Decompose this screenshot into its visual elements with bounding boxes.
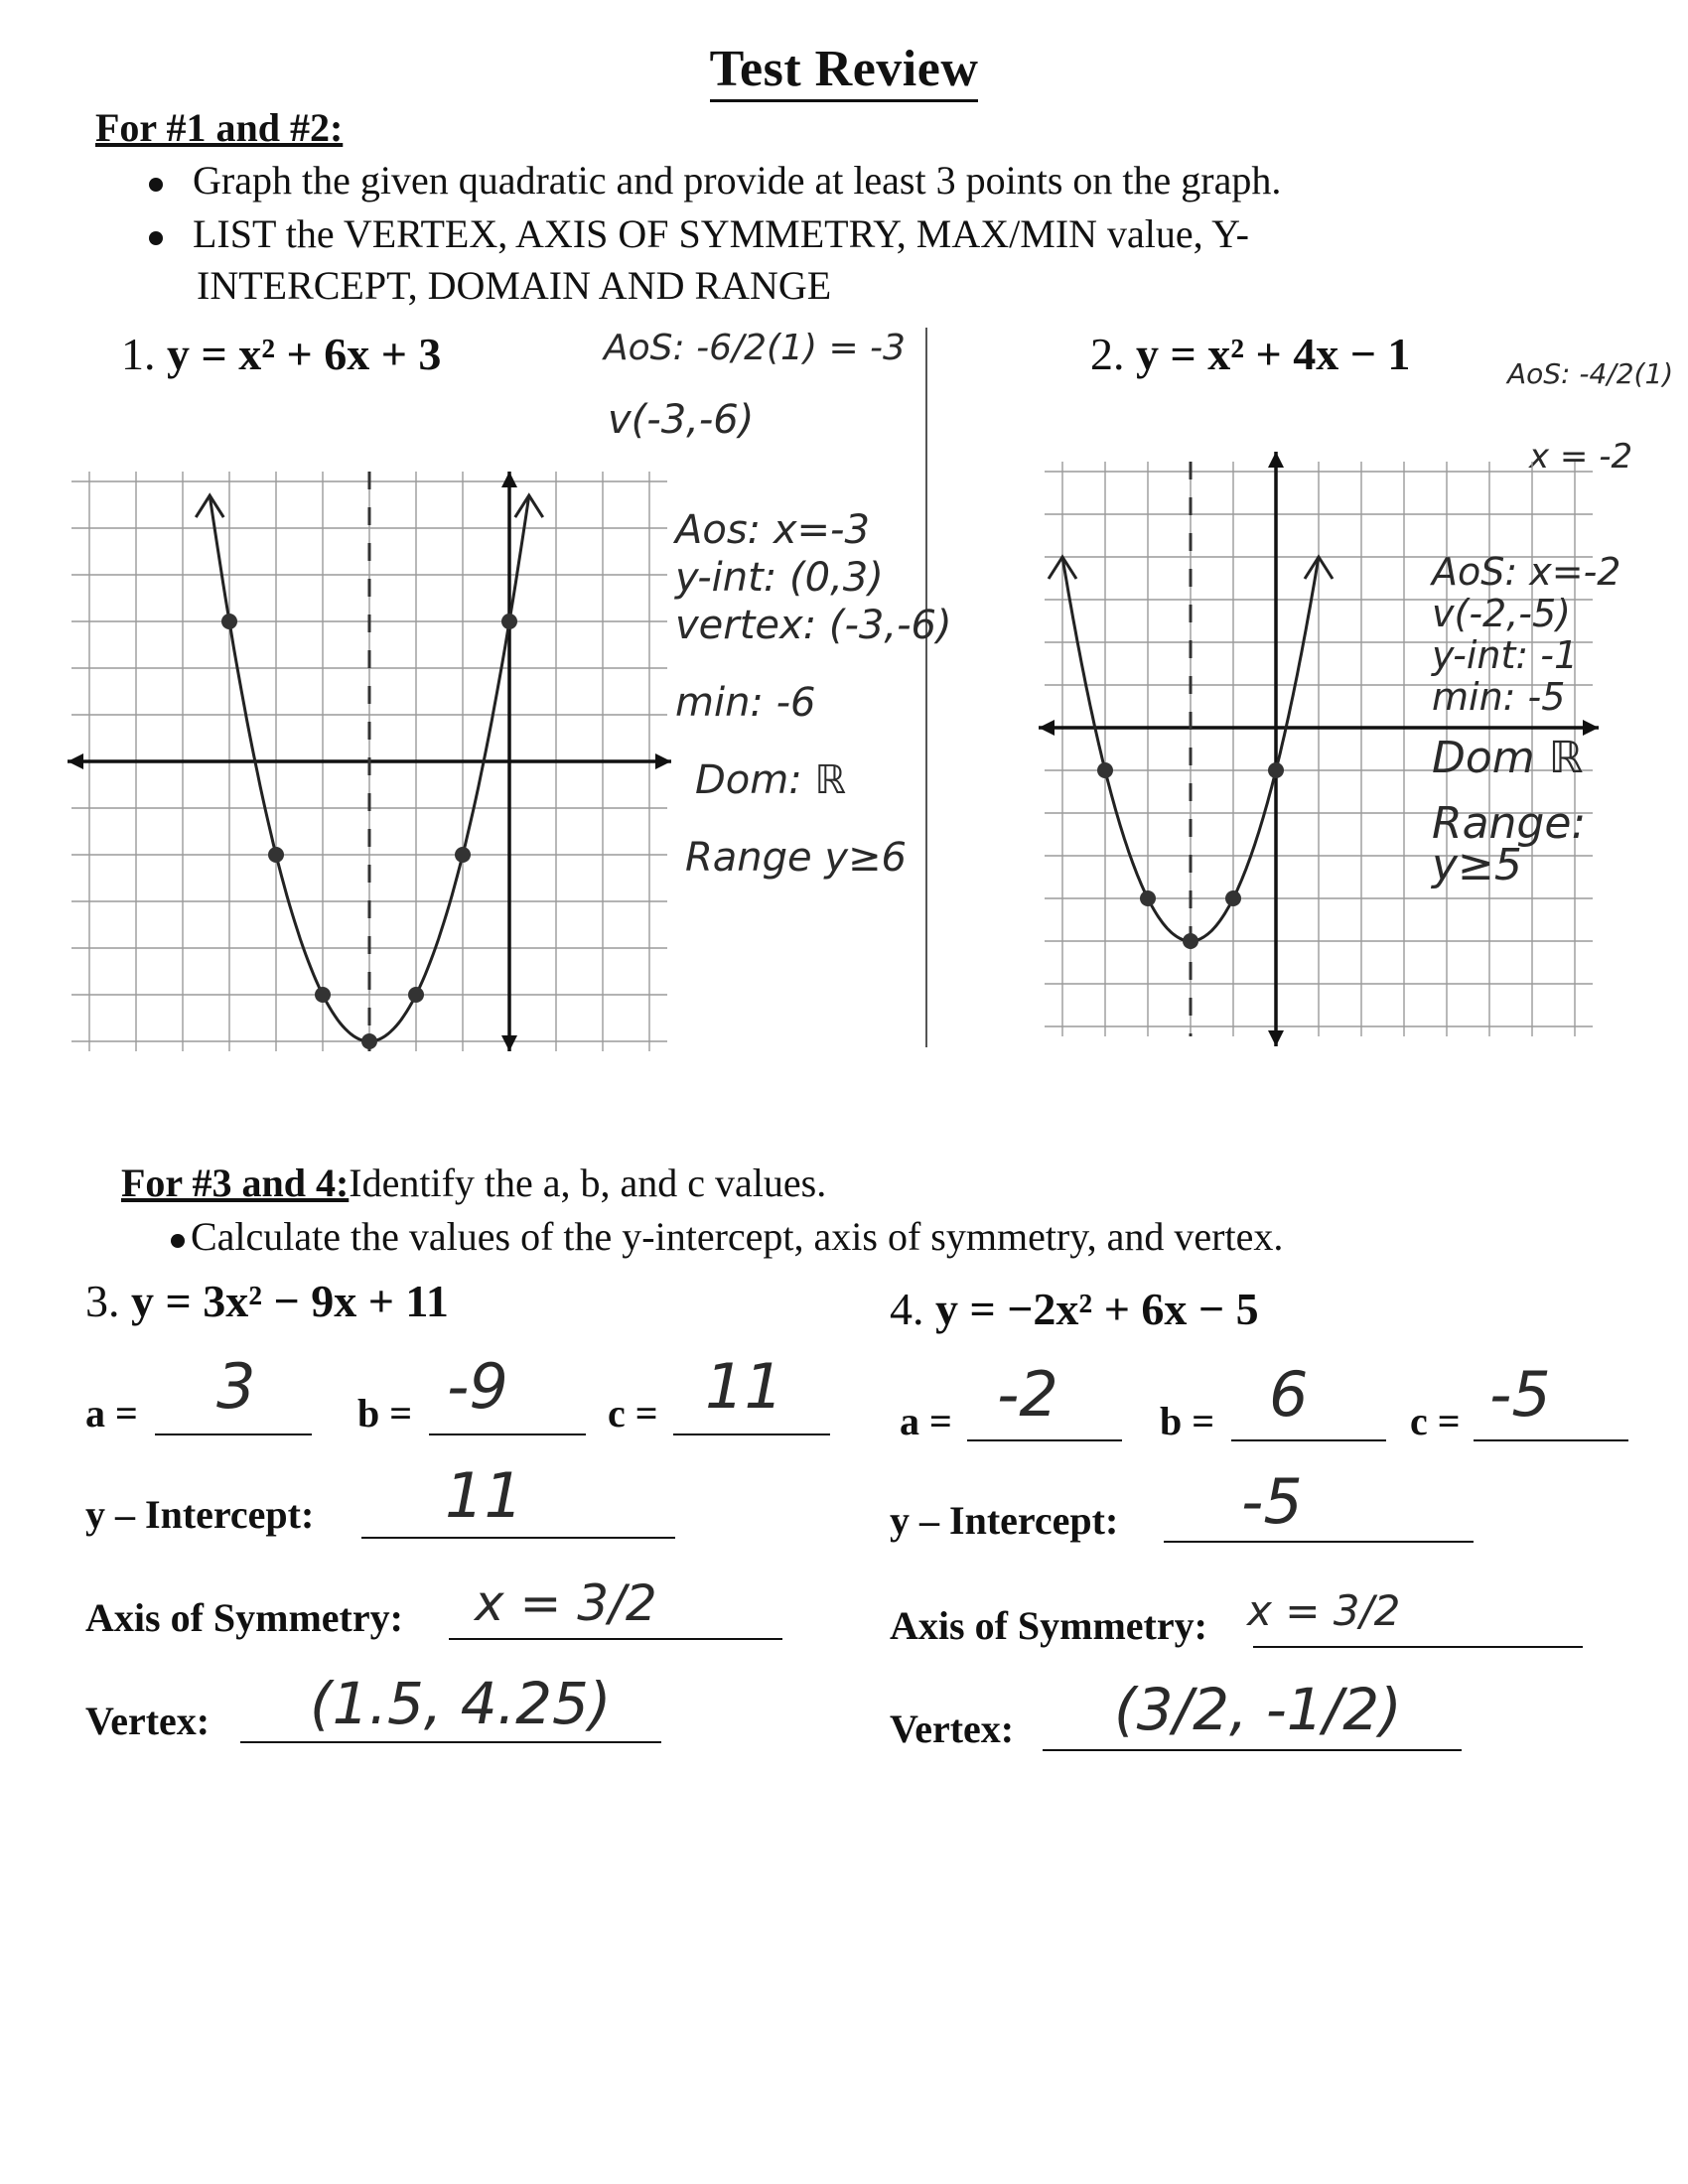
problem3-aos-blank: [449, 1638, 782, 1640]
problem3-aos-label: Axis of Symmetry:: [85, 1595, 403, 1640]
section2-heading-line: [121, 1160, 826, 1206]
plotted-point: [1140, 890, 1156, 906]
problem1-top-note-2: v(-3,-6): [608, 397, 755, 443]
problem1-notes: [675, 506, 952, 882]
problem3-vertex-label: Vertex:: [85, 1699, 211, 1743]
problem2-note-min: min: -5: [1432, 675, 1566, 719]
problem4-c-label: c =: [1410, 1399, 1461, 1443]
plotted-point: [1183, 933, 1198, 949]
problem3-b-label: b =: [357, 1391, 413, 1435]
problem4-aos-value: x = 3/2: [1247, 1586, 1401, 1635]
problem4-c-blank: [1474, 1439, 1628, 1441]
section1-bullet-2: LIST the VERTEX, AXIS OF SYMMETRY, MAX/MIN value, Y-: [149, 210, 1249, 257]
problem4-b-value: 6: [1269, 1358, 1309, 1431]
problem3-vertex-value: (1.5, 4.25): [310, 1670, 612, 1737]
problem3-yint-label: y – Intercept:: [85, 1492, 315, 1537]
bullet-icon: [149, 231, 163, 245]
problem2-note-yint: y-int: -1: [1432, 633, 1579, 677]
problem4-c-value: -5: [1489, 1358, 1551, 1431]
problem4-a-blank: [967, 1439, 1122, 1441]
y-axis-arrow-bottom: [501, 1035, 517, 1051]
y-axis-arrow-top: [1268, 452, 1284, 468]
problem4-vertex-value: (3/2, -1/2): [1114, 1676, 1402, 1743]
problem3-a-value: 3: [216, 1350, 256, 1423]
bullet-icon: [171, 1234, 185, 1248]
problem3-yint-value: 11: [445, 1459, 523, 1532]
problem4-yint-blank: [1164, 1541, 1474, 1543]
problem2-top-note-2: x = -2: [1529, 437, 1633, 477]
x-axis-arrow-right: [655, 753, 671, 769]
problem3-c-value: 11: [705, 1350, 783, 1423]
problem4-vertex-blank: [1043, 1749, 1462, 1751]
plotted-point: [361, 1033, 377, 1049]
problem4-b-blank: [1231, 1439, 1386, 1441]
problem2-note-aos: AoS: x=-2: [1432, 550, 1621, 594]
problem4-a-value: -2: [997, 1358, 1058, 1431]
plotted-point: [315, 987, 331, 1003]
problem1-top-note-1: AoS: -6/2(1) = -3: [604, 328, 906, 368]
problem1-note-range: Range y≥6: [685, 835, 908, 881]
plotted-point: [501, 614, 517, 629]
y-axis-arrow-bottom: [1268, 1030, 1284, 1046]
problem3-yint-blank: [361, 1537, 675, 1539]
problem3-b-value: -9: [447, 1350, 508, 1423]
problem4-aos-label: Axis of Symmetry:: [890, 1603, 1207, 1648]
problem1-equation: 1. y = x² + 6x + 3: [121, 329, 442, 379]
plotted-point: [268, 847, 284, 863]
problem2-note-range: Range: y≥5: [1432, 798, 1587, 890]
section1-bullet-1: Graph the given quadratic and provide at least 3 points on the graph.: [149, 157, 1281, 204]
problem1-note-domain: Dom: ℝ: [695, 757, 847, 803]
problem3-aos-value: x = 3/2: [475, 1574, 657, 1632]
problem2-note-vertex: v(-2,-5): [1432, 592, 1571, 635]
section2-bullet: Calculate the values of the y-intercept, axis of symmetry, and vertex.: [171, 1213, 1283, 1260]
problem2-top-note-1: AoS: -4/2(1): [1507, 357, 1674, 390]
problem4-yint-label: y – Intercept:: [890, 1498, 1119, 1543]
y-axis-arrow-top: [501, 472, 517, 487]
x-axis-arrow-left: [1039, 720, 1055, 736]
plotted-point: [1225, 890, 1241, 906]
plotted-point: [1268, 762, 1284, 778]
section1-heading: For #1 and #2:: [95, 105, 344, 150]
problem4-yint-value: -5: [1241, 1465, 1303, 1538]
problem4-equation: 4. y = −2x² + 6x − 5: [890, 1284, 1259, 1334]
problem1-note-vertex: vertex: (-3,-6): [675, 603, 952, 648]
problem3-b-blank: [429, 1433, 586, 1435]
problem2-equation: 2. y = x² + 4x − 1: [1090, 329, 1411, 379]
problem4-aos-blank: [1253, 1646, 1583, 1648]
section2-heading: For #3 and 4:: [121, 1160, 350, 1205]
plotted-point: [408, 987, 424, 1003]
x-axis-arrow-left: [68, 753, 83, 769]
problem3-c-label: c =: [608, 1391, 658, 1435]
problem2-note-domain: Dom ℝ: [1432, 733, 1584, 783]
plotted-point: [455, 847, 471, 863]
problem4-a-label: a =: [900, 1399, 952, 1443]
plotted-point: [221, 614, 237, 629]
graph-1: [60, 452, 675, 1077]
problem1-note-min: min: -6: [675, 680, 816, 726]
section2-heading-rest: Identify the a, b, and c values.: [349, 1160, 827, 1205]
problem4-vertex-label: Vertex:: [890, 1706, 1015, 1751]
problem3-vertex-blank: [240, 1741, 661, 1743]
problem2-notes: [1432, 550, 1688, 890]
bullet-icon: [149, 178, 163, 192]
problem3-a-label: a =: [85, 1391, 138, 1435]
problem3-a-blank: [155, 1433, 312, 1435]
section1-bullet-2-cont: INTERCEPT, DOMAIN AND RANGE: [197, 263, 832, 308]
problem1-note-yint: y-int: (0,3): [675, 555, 884, 601]
plotted-point: [1097, 762, 1113, 778]
page-title: Test Review: [0, 40, 1688, 98]
problem3-equation: 3. y = 3x² − 9x + 11: [85, 1276, 449, 1326]
problem4-b-label: b =: [1160, 1399, 1215, 1443]
problem1-note-aos: Aos: x=-3: [675, 507, 870, 553]
problem3-c-blank: [673, 1433, 830, 1435]
